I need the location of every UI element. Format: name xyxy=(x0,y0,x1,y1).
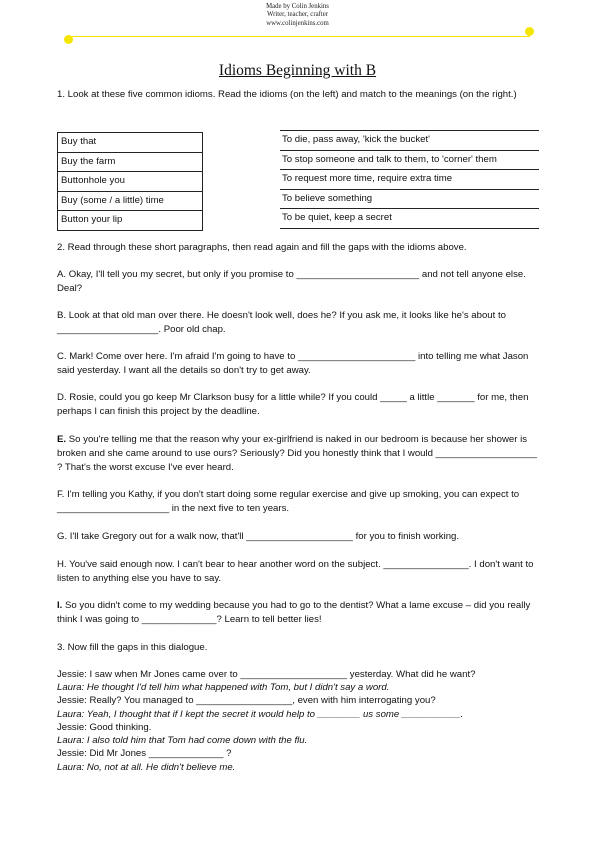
dialogue xyxy=(57,668,542,774)
paragraph-e xyxy=(57,433,542,475)
idiom-cell: Buy (some / a little) time xyxy=(58,191,203,211)
meaning-item: To die, pass away, 'kick the bucket' xyxy=(280,130,539,150)
idioms-table xyxy=(57,132,203,231)
paragraph-letter: D. xyxy=(57,392,67,403)
paragraph-letter: C. xyxy=(57,351,67,362)
dialogue-line-jessie: Jessie: Did Mr Jones ______________ ? xyxy=(57,748,232,760)
meanings-list xyxy=(280,130,539,229)
dialogue-line-laura: Laura: I also told him that Tom had come down with the flu. xyxy=(57,735,308,747)
idiom-cell: Button your lip xyxy=(58,211,203,231)
paragraph-letter: F. xyxy=(57,489,65,500)
idiom-cell: Buy that xyxy=(58,133,203,153)
paragraph-i xyxy=(57,599,542,627)
paragraph-text: Okay, I'll tell you my secret, but only if you promise to _______________________ and not tell anyone else. Deal? xyxy=(57,269,526,294)
page-header xyxy=(0,3,595,28)
idiom-row xyxy=(58,191,203,211)
idiom-cell: Buttonhole you xyxy=(58,172,203,192)
part3-instructions: 3. Now fill the gaps in this dialogue. xyxy=(57,642,208,653)
idiom-row xyxy=(58,133,203,153)
paragraph-text: I'll take Gregory out for a walk now, that'll ____________________ for you to finish working. xyxy=(67,531,460,542)
author-line: Made by Colin Jenkins xyxy=(266,3,329,10)
meaning-item: To believe something xyxy=(280,189,539,209)
paragraph-letter: H. xyxy=(57,559,67,570)
divider-dot-right xyxy=(525,27,534,36)
paragraph-d xyxy=(57,391,542,419)
paragraph-text: Rosie, could you go keep Mr Clarkson busy for a little while? If you could _____ a little _______ for me, then perhaps I can finish this project by the deadline. xyxy=(57,392,529,417)
part2-instructions: 2. Read through these short paragraphs, then read again and fill the gaps with the idioms above. xyxy=(57,242,467,253)
paragraph-letter: B. xyxy=(57,310,67,321)
page-title: Idioms Beginning with B xyxy=(218,62,377,79)
dialogue-line-jessie: Jessie: Good thinking. xyxy=(57,721,152,733)
idiom-cell: Buy the farm xyxy=(58,152,203,172)
idiom-row xyxy=(58,172,203,192)
dialogue-line-laura: Laura: He thought I'd tell him what happened with Tom, but I didn't say a word. xyxy=(57,682,390,694)
paragraph-g xyxy=(57,530,542,544)
divider-dot-left xyxy=(64,35,73,44)
header-divider xyxy=(68,36,530,37)
dialogue-line-jessie: Jessie: Really? You managed to __________________, even with him interrogating you? xyxy=(57,695,436,707)
paragraph-f xyxy=(57,488,542,516)
meaning-item: To be quiet, keep a secret xyxy=(280,208,539,229)
paragraph-text: I'm telling you Kathy, if you don't start doing some regular exercise and give up smoking, you can expect to _____________________ in the next five to ten years. xyxy=(57,489,520,514)
paragraph-text: So you're telling me that the reason why your ex-girlfriend is naked in our bedroom is because her shower is broken and she came around to use ours? Seriously? Did you honestly think that I would ___________________ ? That's the worst excuse I've ever heard. xyxy=(57,434,538,473)
part1-instructions: 1. Look at these five common idioms. Read the idioms (on the left) and match to the meanings (on the right.) xyxy=(57,89,517,100)
meaning-item: To request more time, require extra time xyxy=(280,169,539,189)
dialogue-line-laura: Laura: No, not at all. He didn't believe me. xyxy=(57,761,236,773)
dialogue-line-laura: Laura: Yeah, I thought that if I kept the secret it would help to ________ us some ___________. xyxy=(57,708,464,720)
idiom-row xyxy=(58,152,203,172)
paragraph-letter: G. xyxy=(57,531,68,542)
paragraph-text: You've said enough now. I can't bear to hear another word on the subject. ________________. I don't want to listen to anything else you have to say. xyxy=(57,559,534,584)
author-roles: Writer, teacher, crafter xyxy=(266,11,329,19)
dialogue-line-jessie: Jessie: I saw when Mr Jones came over to ____________________ yesterday. What did he want? xyxy=(57,669,476,680)
paragraph-text: Mark! Come over here. I'm afraid I'm going to have to ______________________ into telling me what Jason said yesterday. I want all the details so don't try to get away. xyxy=(57,351,529,376)
author-website: www.colinjenkins.com xyxy=(266,19,329,27)
paragraph-b xyxy=(57,309,542,337)
paragraph-text: Look at that old man over there. He doesn't look well, does he? If you ask me, it looks like he's about to ___________________. Poor old chap. xyxy=(57,310,506,335)
meaning-item: To stop someone and talk to them, to 'corner' them xyxy=(280,150,539,170)
paragraph-letter: A. xyxy=(57,269,67,280)
paragraph-h xyxy=(57,558,542,586)
paragraph-letter: I. xyxy=(57,600,63,611)
idiom-row xyxy=(58,211,203,231)
paragraph-letter: E. xyxy=(57,434,67,445)
paragraph-c xyxy=(57,350,542,378)
paragraph-a xyxy=(57,268,542,296)
paragraph-text: So you didn't come to my wedding because you had to go to the dentist? What a lame excuse – did you really think I was going to ______________? Learn to tell better lies! xyxy=(57,600,531,625)
